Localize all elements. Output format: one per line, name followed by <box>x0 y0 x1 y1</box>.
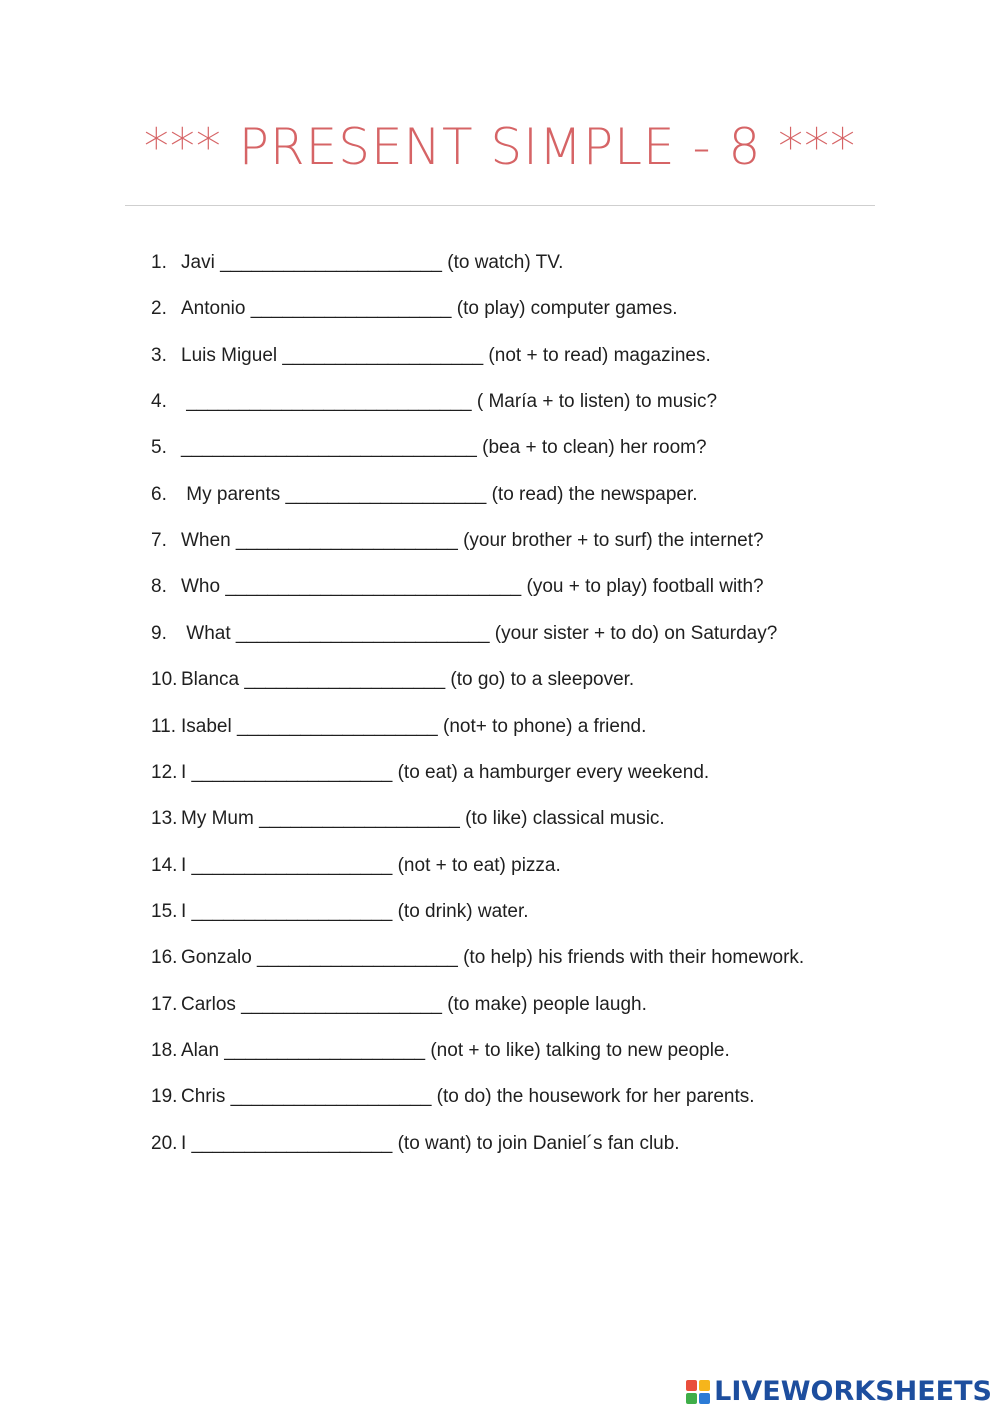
item-text: My Mum ___________________ (to like) classical music. <box>181 808 665 830</box>
exercise-item <box>151 993 647 1017</box>
title-divider <box>125 205 875 206</box>
item-text: Carlos ___________________ (to make) people laugh. <box>181 993 647 1015</box>
item-text: I ___________________ (to eat) a hamburger every weekend. <box>181 761 710 783</box>
logo-square <box>699 1393 710 1404</box>
item-number: 11. <box>151 715 177 737</box>
item-number: 15. <box>151 900 178 922</box>
liveworksheets-footer <box>686 1376 992 1407</box>
page-title: *** PRESENT SIMPLE - 8 *** <box>143 118 857 176</box>
item-number: 20. <box>151 1132 178 1154</box>
item-text: What ________________________ (your sister + to do) on Saturday? <box>181 622 778 644</box>
exercise-item <box>151 622 777 646</box>
exercise-item <box>151 668 634 692</box>
item-number: 16. <box>151 947 178 969</box>
item-number: 1. <box>151 252 167 273</box>
item-text: Who ____________________________ (you + to play) football with? <box>181 576 764 598</box>
item-number: 8. <box>151 576 167 598</box>
exercise-item <box>151 761 709 785</box>
exercise-item <box>151 390 717 414</box>
exercise-item <box>151 483 698 507</box>
item-number: 7. <box>151 530 167 552</box>
liveworksheets-logo-icon <box>686 1380 710 1404</box>
item-text: Antonio ___________________ (to play) computer games. <box>181 298 678 320</box>
item-number: 18. <box>151 1039 178 1061</box>
item-text: When _____________________ (your brother + to surf) the internet? <box>181 530 764 552</box>
item-number: 2. <box>151 298 167 320</box>
logo-square <box>686 1393 697 1404</box>
item-number: 17. <box>151 993 178 1015</box>
item-number: 10. <box>151 669 178 691</box>
item-number: 14. <box>151 854 178 876</box>
exercise-item <box>151 1085 755 1109</box>
item-text: Luis Miguel ___________________ (not + to read) magazines. <box>181 344 711 366</box>
item-number: 4. <box>151 391 167 413</box>
exercise-item <box>151 854 561 878</box>
item-number: 3. <box>151 344 167 366</box>
item-text: I ___________________ (to want) to join Daniel´s fan club. <box>181 1132 680 1154</box>
item-number: 12. <box>151 761 178 783</box>
logo-square <box>699 1380 710 1391</box>
exercise-item <box>151 344 711 368</box>
exercise-item <box>151 575 764 599</box>
item-number: 6. <box>151 483 167 505</box>
exercise-item <box>151 1132 680 1156</box>
item-text: ____________________________ (bea + to clean) her room? <box>181 437 707 459</box>
exercise-item <box>151 900 529 924</box>
item-text: I ___________________ (not + to eat) pizza. <box>181 854 561 876</box>
logo-square <box>686 1380 697 1391</box>
item-text: I ___________________ (to drink) water. <box>181 900 529 922</box>
item-text: ___________________________ ( María + to listen) to music? <box>181 391 718 413</box>
exercise-item <box>151 946 804 970</box>
item-number: 5. <box>151 437 167 459</box>
exercise-item <box>151 807 665 831</box>
item-number: 9. <box>151 622 167 644</box>
exercise-item <box>151 251 563 275</box>
exercise-item <box>151 529 764 553</box>
brand-name: LIVEWORKSHEETS <box>714 1376 992 1407</box>
exercise-item <box>151 436 707 460</box>
item-text: Javi _____________________ (to watch) TV. <box>181 252 564 273</box>
item-text: My parents ___________________ (to read) the newspaper. <box>181 483 698 505</box>
item-number: 19. <box>151 1086 178 1108</box>
item-text: Alan ___________________ (not + to like) talking to new people. <box>181 1039 730 1061</box>
item-text: Blanca ___________________ (to go) to a sleepover. <box>181 669 635 691</box>
item-text: Isabel ___________________ (not+ to phone) a friend. <box>181 715 647 737</box>
item-number: 13. <box>151 808 178 830</box>
exercise-item <box>151 297 677 321</box>
exercise-item <box>151 715 646 739</box>
exercise-item <box>151 1039 730 1063</box>
item-text: Gonzalo ___________________ (to help) his friends with their homework. <box>181 947 805 969</box>
item-text: Chris ___________________ (to do) the housework for her parents. <box>181 1086 755 1108</box>
